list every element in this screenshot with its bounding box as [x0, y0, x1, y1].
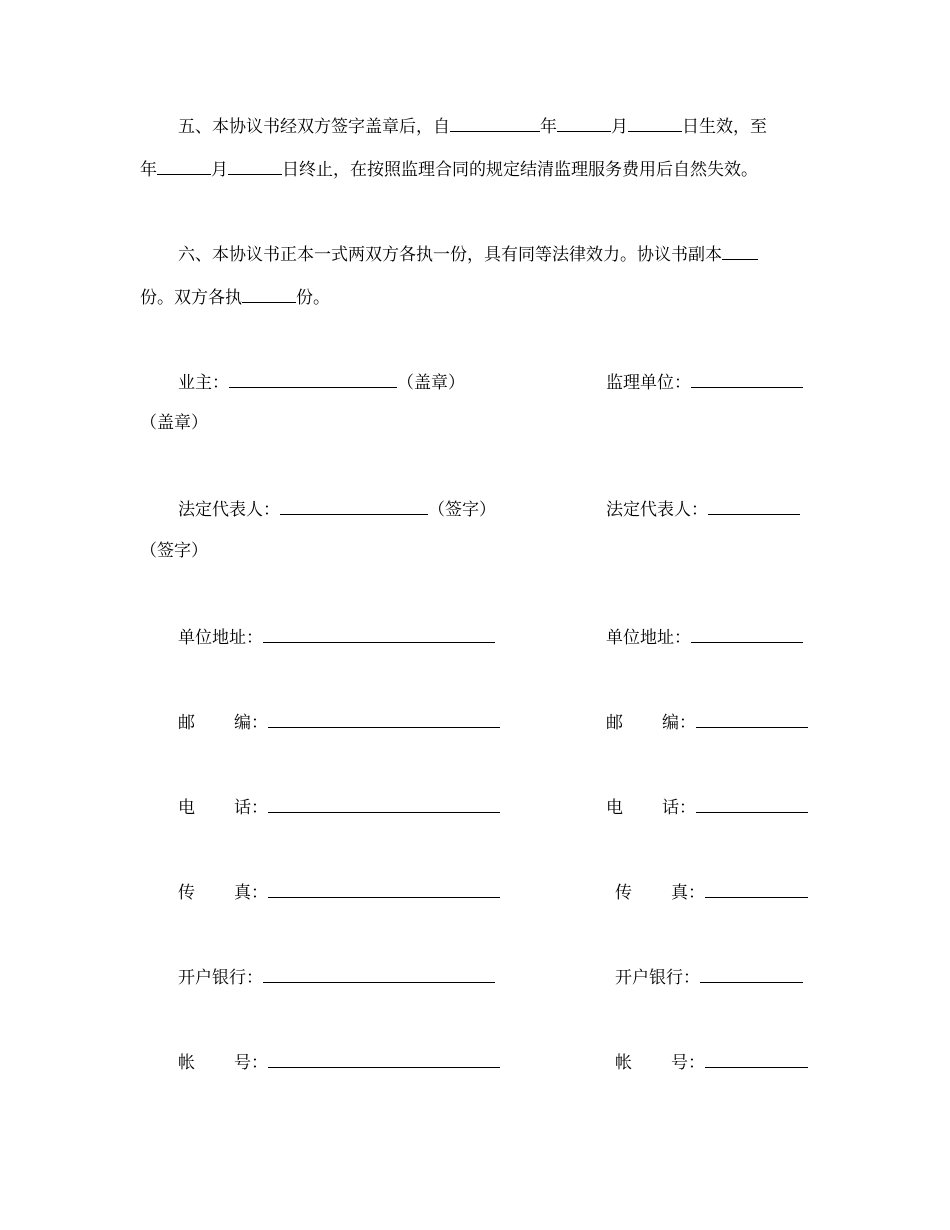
left-postcode-label-b: 编： [234, 713, 268, 733]
owner-row [178, 369, 465, 393]
clause5-line1 [178, 113, 767, 137]
right-address-label: 单位地址： [606, 628, 691, 648]
right-bank-row [615, 964, 803, 988]
effective-month-field[interactable] [557, 113, 611, 132]
left-sign-note: （签字） [428, 500, 496, 520]
clause6-copies-text: 份。双方各执 [140, 288, 242, 308]
left-rep-label: 法定代表人： [178, 500, 280, 520]
right-address-row [606, 624, 803, 648]
right-fax-label-a: 传 [615, 883, 632, 903]
left-address-field[interactable] [263, 624, 495, 643]
left-phone-label-b: 话： [234, 798, 268, 818]
right-account-label-b: 号： [671, 1053, 705, 1073]
right-phone-label-b: 话： [662, 798, 696, 818]
supervisor-field[interactable] [691, 369, 803, 388]
clause6-line2 [140, 284, 330, 308]
copies-field[interactable] [722, 241, 758, 260]
right-postcode-label-a: 邮 [606, 713, 623, 733]
effective-year-field[interactable] [450, 113, 540, 132]
right-postcode-field[interactable] [696, 709, 808, 728]
month-label: 月 [611, 117, 628, 137]
left-postcode-field[interactable] [268, 709, 500, 728]
left-fax-label-b: 真： [234, 883, 268, 903]
end-month-label: 月 [211, 160, 228, 180]
left-fax-field[interactable] [268, 879, 500, 898]
seal-wrap-row [140, 411, 208, 435]
supervisor-row [606, 369, 803, 393]
owner-field[interactable] [229, 369, 397, 388]
left-bank-row [178, 964, 495, 988]
year-label: 年 [540, 117, 557, 137]
supervisor-label: 监理单位： [606, 373, 691, 393]
left-postcode-label-a: 邮 [178, 713, 195, 733]
left-account-field[interactable] [268, 1049, 500, 1068]
effective-day-field[interactable] [628, 113, 682, 132]
end-month-field[interactable] [157, 156, 211, 175]
left-phone-row [178, 794, 500, 818]
right-sign-note: （签字） [140, 541, 208, 561]
right-postcode-row [606, 709, 808, 733]
supervisor-seal-note: （盖章） [140, 413, 208, 433]
right-bank-label: 开户银行： [615, 968, 700, 988]
each-copies-field[interactable] [242, 284, 296, 303]
right-postcode-label-b: 编： [662, 713, 696, 733]
right-rep-label: 法定代表人： [606, 500, 708, 520]
right-account-row [615, 1049, 808, 1073]
owner-seal-note: （盖章） [397, 373, 465, 393]
left-bank-label: 开户银行： [178, 968, 263, 988]
right-fax-label-b: 真： [671, 883, 705, 903]
left-fax-label-a: 传 [178, 883, 195, 903]
right-phone-label-a: 电 [606, 798, 623, 818]
effective-day-label: 日生效，至 [682, 117, 767, 137]
left-phone-field[interactable] [268, 794, 500, 813]
clause6-line1 [178, 241, 758, 265]
right-rep-row [606, 496, 800, 520]
clause5-line2 [140, 156, 758, 180]
left-account-row [178, 1049, 500, 1073]
clause6-text: 六、本协议书正本一式两双方各执一份，具有同等法律效力。协议书副本 [178, 245, 722, 265]
left-postcode-row [178, 709, 500, 733]
clause5-end-text: 日终止，在按照监理合同的规定结清监理服务费用后自然失效。 [282, 160, 758, 180]
right-bank-field[interactable] [700, 964, 803, 983]
right-account-label-a: 帐 [615, 1053, 632, 1073]
left-fax-row [178, 879, 500, 903]
right-account-field[interactable] [705, 1049, 808, 1068]
left-bank-field[interactable] [263, 964, 495, 983]
right-fax-field[interactable] [705, 879, 808, 898]
left-address-row [178, 624, 495, 648]
owner-label: 业主： [178, 373, 229, 393]
left-address-label: 单位地址： [178, 628, 263, 648]
left-phone-label-a: 电 [178, 798, 195, 818]
clause6-copies-end: 份。 [296, 288, 330, 308]
right-phone-row [606, 794, 808, 818]
right-rep-field[interactable] [708, 496, 800, 515]
right-address-field[interactable] [691, 624, 803, 643]
right-phone-field[interactable] [696, 794, 808, 813]
clause5-text: 五、本协议书经双方签字盖章后，自 [178, 117, 450, 137]
end-year-label: 年 [140, 160, 157, 180]
left-account-label-b: 号： [234, 1053, 268, 1073]
left-account-label-a: 帐 [178, 1053, 195, 1073]
sign-wrap-row [140, 539, 208, 563]
right-fax-row [615, 879, 808, 903]
left-rep-field[interactable] [280, 496, 428, 515]
left-rep-row [178, 496, 496, 520]
end-day-field[interactable] [228, 156, 282, 175]
